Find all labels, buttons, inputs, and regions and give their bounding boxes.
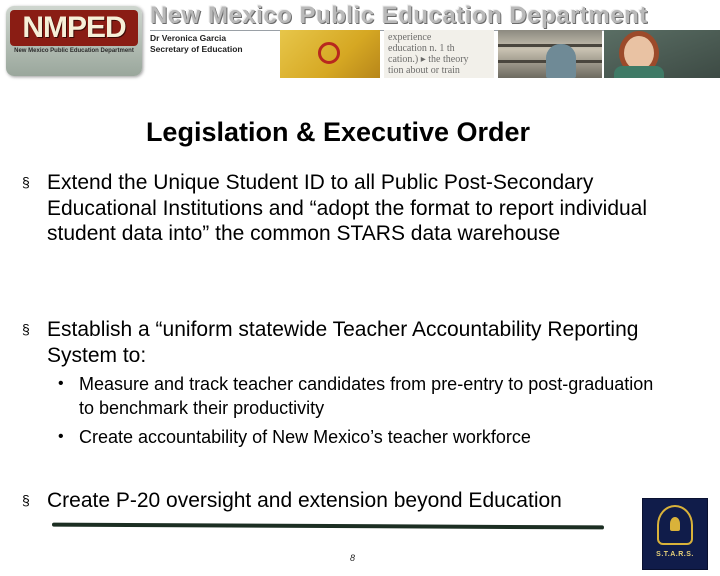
bullet-text: Extend the Unique Student ID to all Public Post-Secondary Educational Institutions and “adopt the format to report individual student data into” the common STARS data warehouse	[47, 171, 648, 245]
bullet-unique-student-id	[22, 170, 672, 247]
dictionary-snippet: experience education n. 1 th cation.) ▸ the theory tion about or train	[388, 32, 469, 76]
bullet-teacher-accountability	[22, 317, 672, 368]
bullet-p20-oversight	[22, 488, 672, 514]
footer-divider	[52, 523, 604, 530]
secretary-block	[150, 33, 270, 55]
bullet-text: Establish a “uniform statewide Teacher Accountability Reporting System to:	[47, 318, 639, 367]
bullet-text: Create P-20 oversight and extension beyond Education	[47, 489, 562, 512]
slide-title: Legislation & Executive Order	[145, 117, 531, 147]
dot-bullet-icon: •	[58, 375, 64, 392]
teacher-face	[624, 36, 654, 70]
logo-text: NMPED	[10, 10, 138, 46]
stars-emblem-icon	[657, 505, 693, 545]
dot-bullet-icon: •	[58, 428, 64, 445]
stars-logo	[642, 498, 708, 570]
dictionary-photo	[384, 30, 494, 78]
logo-caption: New Mexico Public Education Department	[14, 48, 134, 54]
sub-bullet-text: Create accountability of New Mexico’s teacher workforce	[79, 427, 531, 447]
nmped-logo	[6, 6, 142, 76]
page-number: 8	[350, 553, 356, 563]
sub-bullet-measure-track	[58, 372, 658, 420]
section-bullet-icon: §	[22, 321, 30, 337]
new-mexico-flag-photo	[280, 30, 380, 78]
section-bullet-icon: §	[22, 174, 30, 190]
header-banner	[0, 0, 720, 80]
section-bullet-icon: §	[22, 492, 30, 508]
teacher-photo	[604, 30, 720, 78]
secretary-name: Dr Veronica Garcia	[150, 33, 227, 43]
student-figure	[546, 44, 576, 78]
stars-logo-label: S.T.A.R.S.	[656, 551, 694, 558]
zia-sun-icon	[318, 42, 340, 64]
classroom-photo	[498, 30, 602, 78]
sub-bullet-accountability	[58, 425, 658, 449]
secretary-title: Secretary of Education	[150, 44, 243, 54]
sub-bullet-text: Measure and track teacher candidates from pre-entry to post-graduation to benchmark their productivity	[79, 374, 654, 418]
department-title: New Mexico Public Education Department	[150, 2, 648, 29]
teacher-body	[614, 66, 664, 78]
